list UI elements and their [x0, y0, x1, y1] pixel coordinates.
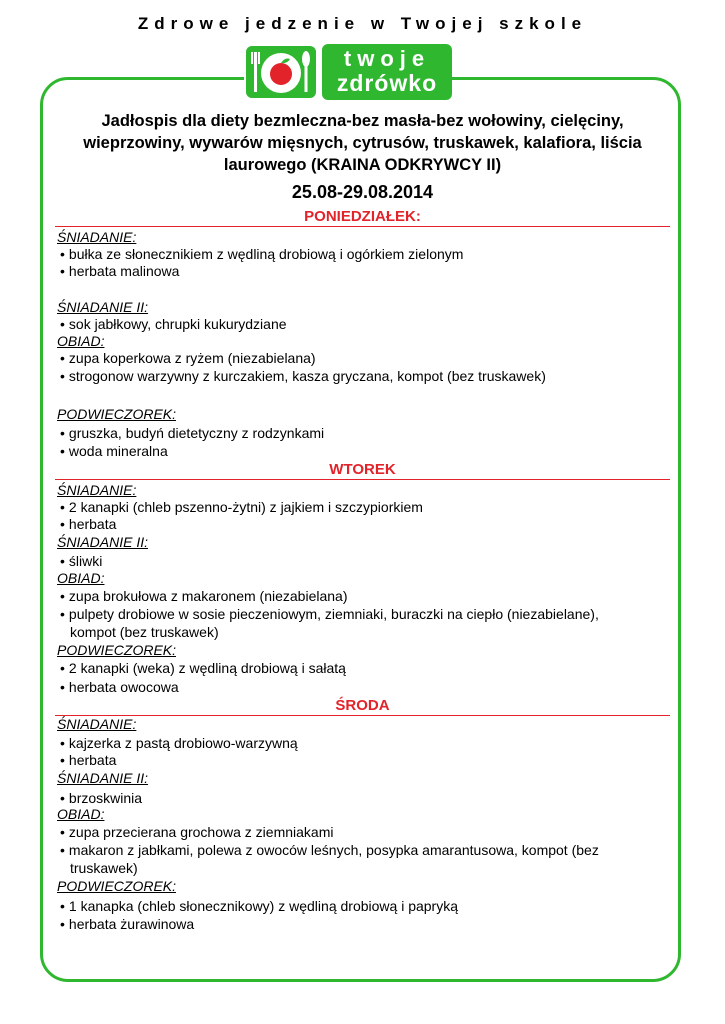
meal-label-second-breakfast: ŚNIADANIE II: — [57, 770, 149, 786]
meal-label-breakfast: ŚNIADANIE: — [57, 229, 137, 245]
cutlery-apple-icon — [244, 44, 318, 100]
menu-item: • pulpety drobiowe w sosie pieczeniowym, ziemniaki, buraczki na ciepło (niezabielane), — [60, 606, 660, 623]
meal-label-lunch: OBIAD: — [57, 333, 105, 349]
title-line: Jadłospis dla diety bezmleczna-bez masła-bez wołowiny, cielęciny, — [101, 112, 624, 130]
meal-label-snack: PODWIECZOREK: — [57, 406, 177, 422]
day-header-tuesday: WTOREK — [55, 461, 670, 480]
menu-item: • makaron z jabłkami, polewa z owoców leśnych, posypka amarantusowa, kompot (bez — [60, 842, 660, 859]
menu-item: • 1 kanapka (chleb słonecznikowy) z wędliną drobiową i papryką — [60, 898, 660, 915]
logo-text-bottom: zdrówko — [336, 70, 438, 96]
meal-label-lunch: OBIAD: — [57, 570, 105, 586]
menu-item: • 2 kanapki (weka) z wędliną drobiową i sałatą — [60, 660, 660, 677]
meal-label-lunch: OBIAD: — [57, 806, 105, 822]
logo-text-top: twoje — [343, 46, 431, 71]
logo-badge — [322, 44, 452, 100]
logo — [244, 42, 452, 102]
meal-label-second-breakfast: ŚNIADANIE II: — [57, 299, 149, 315]
menu-item: • bułka ze słonecznikiem z wędliną drobiową i ogórkiem zielonym — [60, 246, 660, 263]
day-header-monday: PONIEDZIAŁEK: — [55, 208, 670, 227]
title-line: laurowego (KRAINA ODKRYWCY II) — [223, 156, 502, 174]
menu-item: • strogonow warzywny z kurczakiem, kasza gryczana, kompot (bez truskawek) — [60, 368, 660, 385]
menu-item: • zupa brokułowa z makaronem (niezabielana) — [60, 588, 660, 605]
meal-label-snack: PODWIECZOREK: — [57, 878, 177, 894]
menu-item: • zupa przecierana grochowa z ziemniakami — [60, 824, 660, 841]
tagline: Zdrowe jedzenie w Twojej szkole — [137, 14, 588, 33]
menu-item: • kajzerka z pastą drobiowo-warzywną — [60, 735, 660, 752]
menu-item: • brzoskwinia — [60, 790, 660, 807]
menu-item: • herbata — [60, 516, 660, 533]
menu-item: • herbata malinowa — [60, 263, 660, 280]
menu-item: • herbata owocowa — [60, 679, 660, 696]
day-header-wednesday: ŚRODA — [55, 697, 670, 716]
title-line: wieprzowiny, wywarów mięsnych, cytrusów, truskawek, kalafiora, liścia — [83, 134, 642, 152]
menu-title — [55, 110, 670, 176]
meal-label-breakfast: ŚNIADANIE: — [57, 716, 137, 732]
menu-item: • herbata żurawinowa — [60, 916, 660, 933]
menu-item: • herbata — [60, 752, 660, 769]
menu-item: • 2 kanapki (chleb pszenno-żytni) z jajkiem i szczypiorkiem — [60, 499, 660, 516]
date-range: 25.08-29.08.2014 — [291, 182, 434, 202]
menu-item: • zupa koperkowa z ryżem (niezabielana) — [60, 350, 660, 367]
menu-item: • sok jabłkowy, chrupki kukurydziane — [60, 316, 660, 333]
meal-label-snack: PODWIECZOREK: — [57, 642, 177, 658]
meal-label-second-breakfast: ŚNIADANIE II: — [57, 534, 149, 550]
menu-item: • woda mineralna — [60, 443, 660, 460]
meal-label-breakfast: ŚNIADANIE: — [57, 482, 137, 498]
menu-item-continuation: kompot (bez truskawek) — [70, 624, 219, 640]
menu-item: • śliwki — [60, 553, 660, 570]
menu-item-continuation: truskawek) — [70, 860, 138, 876]
menu-item: • gruszka, budyń dietetyczny z rodzynkami — [60, 425, 660, 442]
